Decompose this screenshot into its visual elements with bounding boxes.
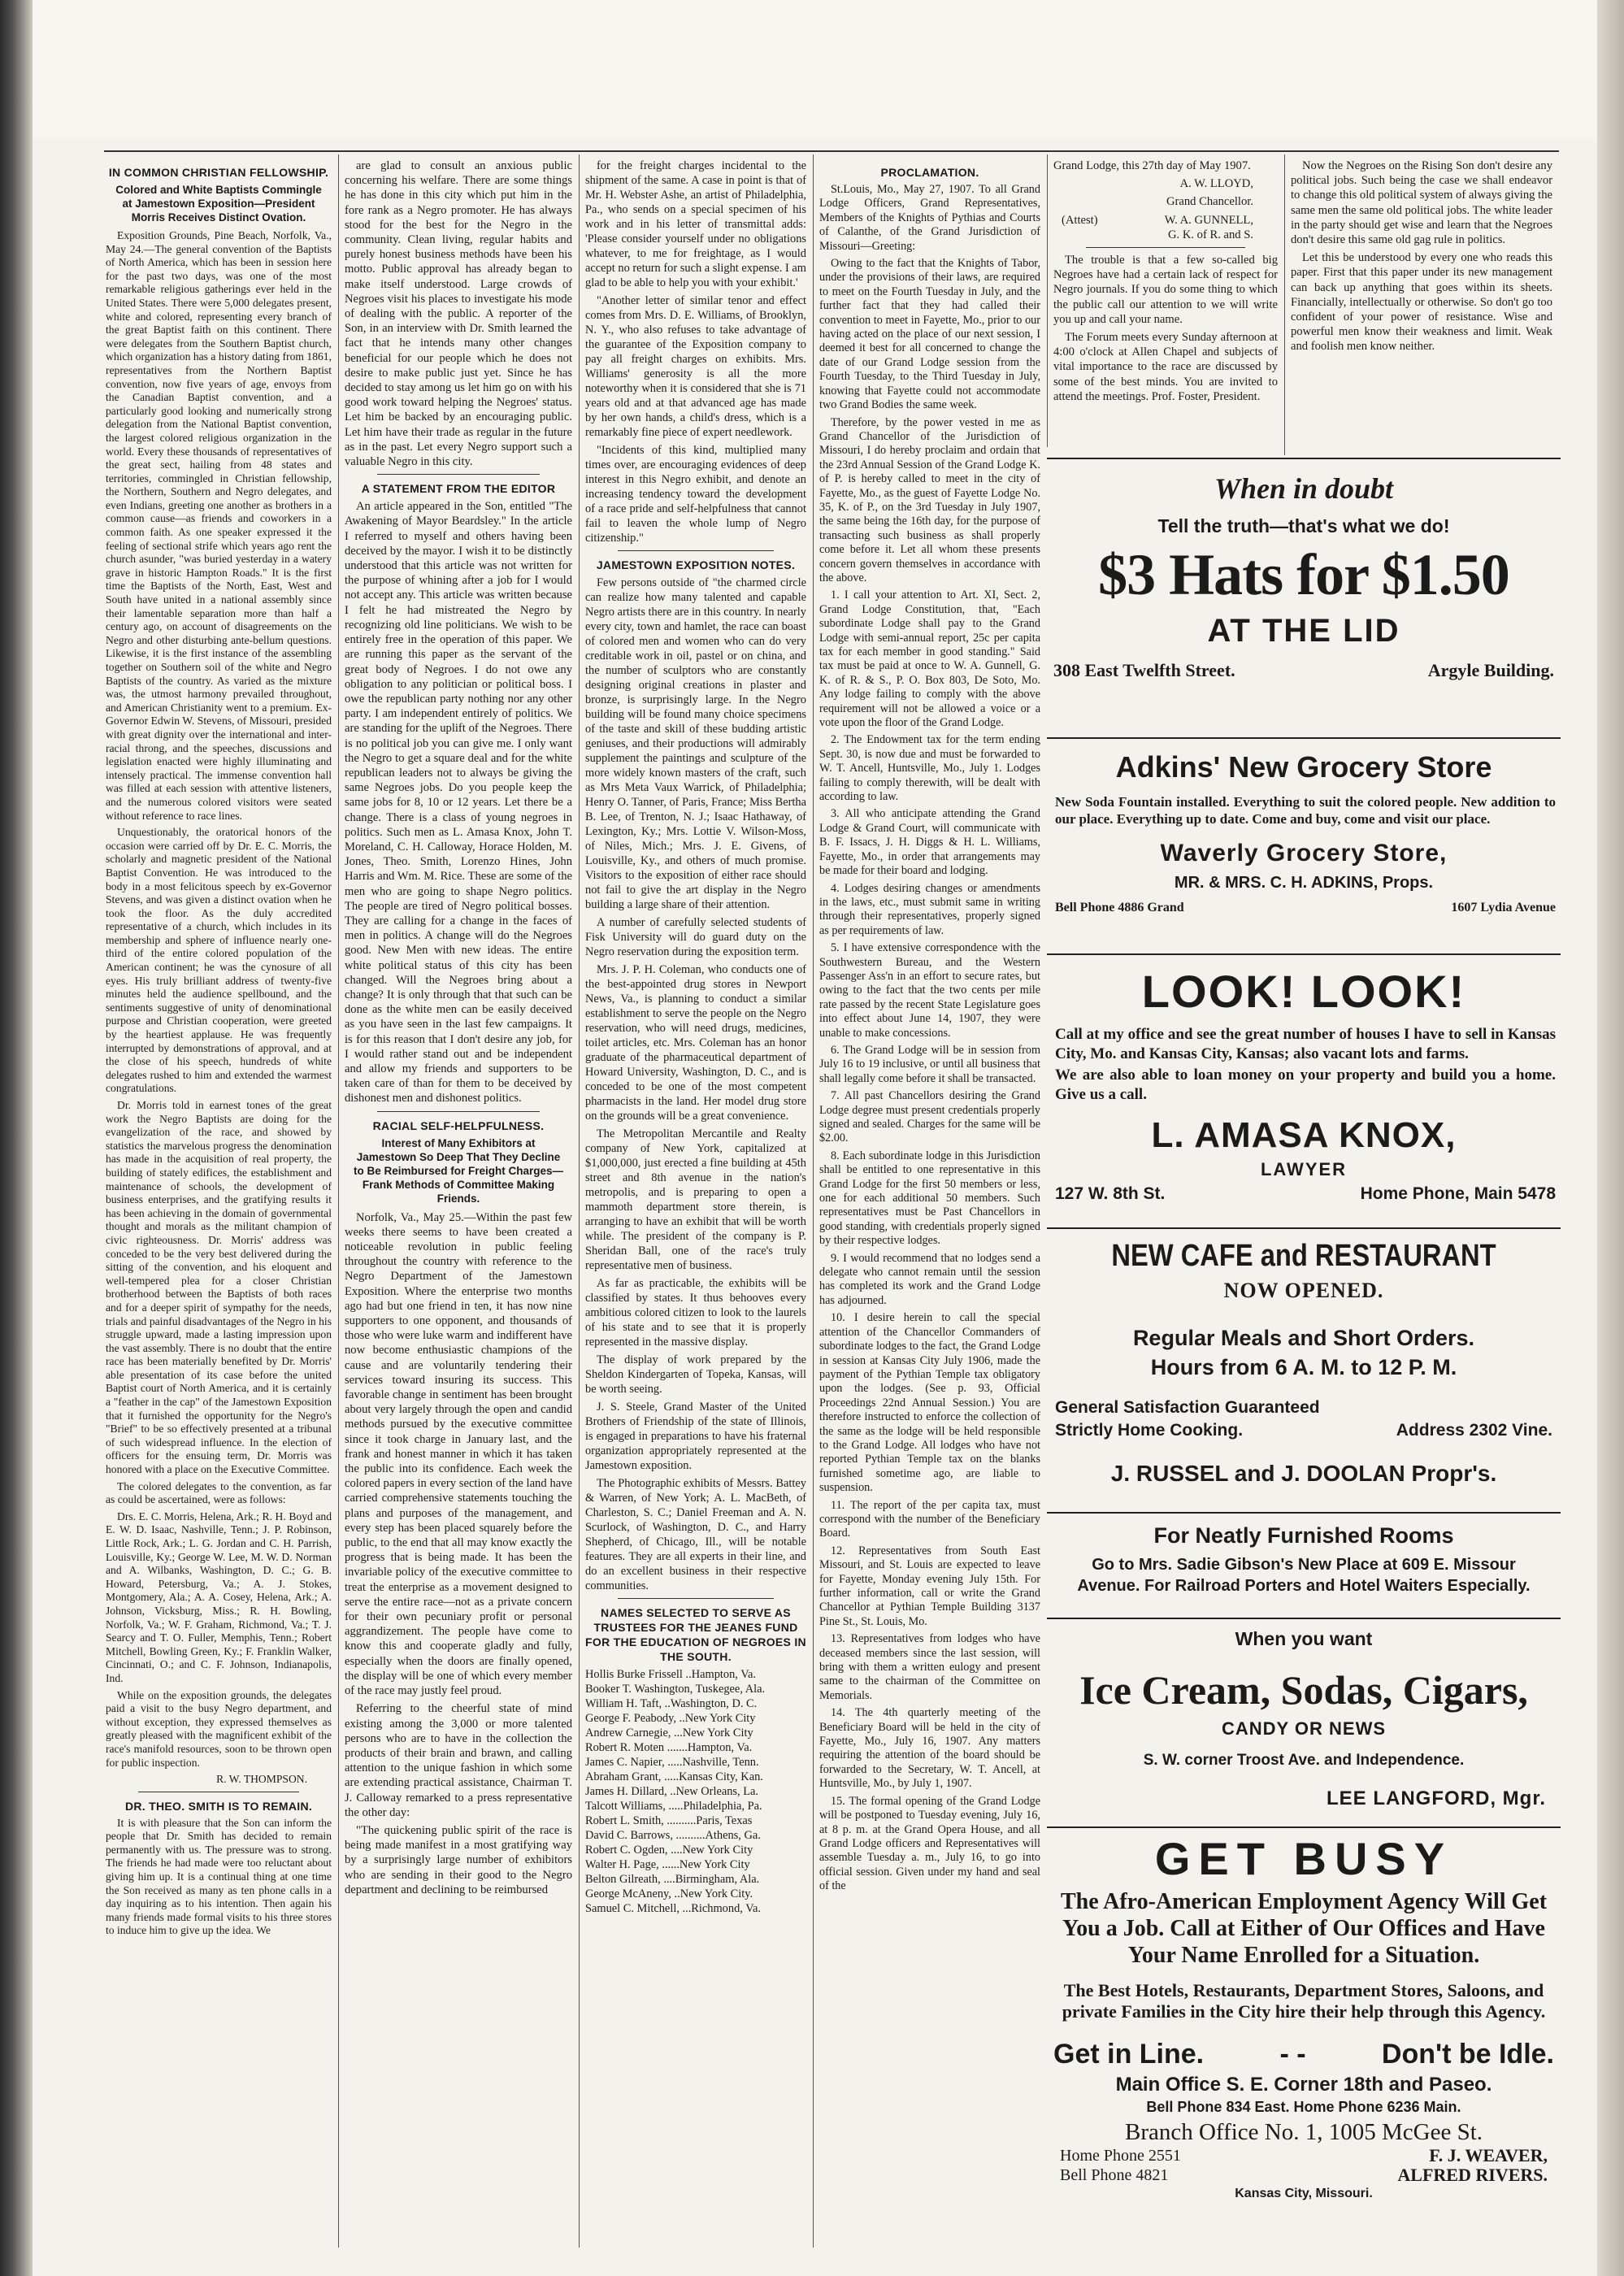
article-paragraph: As far as practicable, the exhibits will be classified by states. It thus behooves every ambitious colored citizen to look to the laurels of his state and to see that it is properly represented in the massive display. bbox=[585, 1277, 806, 1349]
article-paragraph: Let this be understood by every one who reads this paper. First that this paper under its new management can back up anything that goes within its sheets. Financially, intellectually or otherwise. So don't go too confident of your power of resistance. Wise and powerful men know their weakness and limit. Weak and foolish men know neither. bbox=[1291, 251, 1552, 354]
ad-phone: Home Phone 2551 bbox=[1060, 2147, 1181, 2165]
headline-editor-statement: A STATEMENT FROM THE EDITOR bbox=[361, 482, 556, 496]
signature-lloyd: A. W. LLOYD, bbox=[1179, 177, 1253, 191]
article-paragraph: Exposition Grounds, Pine Beach, Norfolk, Va., May 24.—The general convention of the Baptists of North America, which has been in session here for the past two days, was one of the most remarkable religious gatherings ever held in the United States. There were 5,000 delegates present, white and colored, representing every branch of the great Baptist faith on this continent. There were delegates from the Southern Baptist church, which organization has a history dating from 1861, representatives from the Northern Baptist convention, now five years of age, envoys from the Canadian Baptist convention, and a particularly good looking and numerically strong delegation from the National Baptist convention, the largest colored religious organization in the world. Every these thousands of representatives of the great sect, hailing from 48 states and territories, commingled in Christian fellowship, the Northern, Southern and Negro delegates, and even Indians, greeting one another as brothers in a common cause—as friends and coworkers in a common faith. As one speaker expressed it the feeling of sectional strife which years ago rent the church asunder, "was buried yesterday in a watery grave in historic Hampton Roads." It is the first time the Baptists of the North, East, West and South have united in a national assembly since their lamentable separation more than half a century ago, on account of disagreements on the Negro and other disturbing ante-bellum questions. Likewise, it is the first instance of the assembling together on Southern soil of the white and Negro Baptists of the country. As varied as the mixture was, the utmost harmony prevailed throughout, and American Christianity went to a premium. Ex-Governor Edwin W. Stevens, of Missouri, presided with great dignity over the international and inter-racial throng, and the speeches, discussions and legislation enacted were highly illuminating and intensely practical. The immense convention hall was filled at each session with attentive listeners, and the numerous colored visitors were seated without reference to race lines. bbox=[106, 229, 332, 822]
article-paragraph: Drs. E. C. Morris, Helena, Ark.; R. H. Boyd and E. W. D. Isaac, Nashville, Tenn.; J. P. Robinson, Little Rock, Ark.; L. G. Jordan and C. H. Parrish, Louisville, Ky.; George W. Lee, M. W. D. Norman and A. Wilbanks, Washington, D. C.; G. B. Howard, Petersburg, Va.; A. J. Stokes, Montgomery, Ala.; A. A. Cosey, Helena, Ark.; A. Johnson, Vicksburg, Miss.; R. H. Bowling, Norfolk, Va.; W. F. Graham, Richmond, Va.; T. J. Searcy and T. O. Fuller, Memphis, Tenn.; Robert Mitchell, Bowling Green, Ky.; F. Franklin Walker, Cincinnati, O.; and C. F. Johnson, Indianapolis, Ind. bbox=[106, 1509, 332, 1684]
list-item: Walter H. Page, ......New York City bbox=[585, 1858, 750, 1871]
ad-cafe bbox=[1047, 1236, 1561, 1489]
headline-christian-fellowship: IN COMMON CHRISTIAN FELLOWSHIP. bbox=[108, 166, 329, 179]
ad-phone: Home Phone, Main 5478 bbox=[1360, 1184, 1556, 1203]
ad-body: The Best Hotels, Restaurants, Department Stores, Saloons, and private Families in the City hire their help through this Agency. bbox=[1062, 1980, 1546, 2022]
ad-subheadline: NOW OPENED. bbox=[1223, 1279, 1384, 1302]
ad-callout: Don't be Idle. bbox=[1381, 2039, 1554, 2070]
article-paragraph: 2. The Endowment tax for the term ending Sept. 30, is now due and must be forwarded to W. T. Ancell, Huntsville, Mo., July 1. Lodges failing to comply therewith, will be dealt with according to law. bbox=[819, 733, 1040, 804]
ad-meals: Regular Meals and Short Orders. bbox=[1132, 1326, 1475, 1350]
list-item: Robert C. Ogden, ....New York City bbox=[585, 1844, 753, 1857]
article-paragraph: 1. I call your attention to Art. XI, Sect. 2, Grand Lodge Constitution, that, "Each subordinate Lodge shall pay to the Grand Lodge with semi-annual report, 25c per capita tax for each member in good standing." Said tax must be paid at once to W. A. Gunnell, G. K. of R. & S., P. O. Box 803, De Soto, Mo. Any lodge failing to comply with the above requirement will not be allowed a voice or a vote upon the floor of the Grand Lodge. bbox=[819, 589, 1040, 730]
ad-divider bbox=[1047, 1512, 1561, 1514]
list-item: George McAneny, ..New York City. bbox=[585, 1887, 753, 1900]
proclamation-closing: Grand Lodge, this 27th day of May 1907. bbox=[1053, 159, 1251, 172]
ad-address: 1607 Lydia Avenue bbox=[1451, 901, 1556, 914]
ad-main-office: Main Office S. E. Corner 18th and Paseo. bbox=[1115, 2074, 1492, 2096]
ad-rooms bbox=[1047, 1520, 1561, 1596]
article-paragraph: Therefore, by the power vested in me as Grand Chancellor of the Jurisdiction of Missouri, I do hereby proclaim and ordain that the 23rd Annual Session of the Grand Lodge K. of P. is hereby called to meet in the city of Fayette, Mo., as the guest of Fayette Lodge No. 35, K. of P., on the 3rd Tuesday in July 1907, the same being the 16th day, for the purpose of transacting such business as shall properly come before it. Let all whom these presents concern govern themselves in accordance with the above. bbox=[819, 415, 1040, 584]
article-paragraph: Referring to the cheerful state of mind existing among the 3,000 or more talented persons who are to have in the collection the products of their brain and brawn, and calling attention to the unique fashion in which some are extending practical assistance, Chairman T. J. Calloway remarked to a press representative the other day: bbox=[345, 1702, 572, 1819]
article-paragraph: 15. The formal opening of the Grand Lodge will be postponed to Tuesday evening, July 16, at 8 p. m. at the Grand Opera House, and all Grand Lodge officers and Representatives will assemble Tuesday a. m., July 16, to go into official session. Given under my hand and seal of the bbox=[819, 1794, 1040, 1893]
list-item: James C. Napier, .....Nashville, Tenn. bbox=[585, 1756, 759, 1769]
ad-body: The Afro-American Employment Agency Will Get You a Job. Call at Either of Our Offices and Have Your Name Enrolled for a Situation. bbox=[1060, 1889, 1548, 1968]
article-paragraph: 4. Lodges desiring changes or amendments in the laws, etc., must submit same in writing through their representatives, properly signed as per requirements of law. bbox=[819, 881, 1040, 937]
page-top-margin bbox=[33, 0, 1597, 138]
article-paragraph: Unquestionably, the oratorical honors of the occasion were carried off by Dr. E. C. Morris, the scholarly and magnetic president of the National Baptist Convention. He was introduced to the body in a most felicitous speech by ex-Governor Stevens, and was given a distinct ovation when he took the floor. As the duly accredited representative of a church, which includes in its membership and sphere of influence nearly one-third of the entire colored population of the American continent; he was the cynosure of all eyes. His truly brilliant address of twenty-five minutes held the audience spellbound, and the sentiments suggestive of unity of denominational purpose and Christian cooperation, were greeted by the heartiest applause. He was frequently interrupted by demonstrations of approval, and at the close of his speech, hundreds of white delegates rushed to him and extended the warmest congratulations. bbox=[106, 826, 332, 1095]
article-divider bbox=[377, 474, 540, 475]
article-paragraph: 3. All who anticipate attending the Grand Lodge & Grand Court, will communicate with B. F. Issacs, J. H. Diggs & H. L. Williams, Fayette, Mo., in order that arrangements may be made for their board and lodging. bbox=[819, 807, 1040, 878]
article-paragraph: "The quickening public spirit of the race is being made manifest in a most gratifying way by a surprisingly large number of exhibitors who are sending in their good to the Negro department and declining to be reimbursed bbox=[345, 1823, 572, 1896]
ad-address: 308 East Twelfth Street. bbox=[1053, 660, 1235, 680]
article-paragraph: The trouble is that a few so-called big Negroes have had a certain lack of respect for Negro journals. If you do some thing to which the public call our attention to we will write you up and call your name. bbox=[1053, 254, 1278, 326]
list-item: Talcott Williams, .....Philadelphia, Pa. bbox=[585, 1800, 762, 1813]
column-1 bbox=[106, 159, 332, 2256]
ad-hours: Hours from 6 A. M. to 12 P. M. bbox=[1150, 1355, 1457, 1379]
ad-knox bbox=[1047, 963, 1561, 1207]
list-item: Samuel C. Mitchell, ...Richmond, Va. bbox=[585, 1902, 761, 1915]
column-2 bbox=[345, 159, 572, 2256]
ad-callout-separator: - - bbox=[1279, 2039, 1306, 2070]
ad-headline: $3 Hats for $1.50 bbox=[1098, 542, 1509, 607]
list-item: Booker T. Washington, Tuskegee, Ala. bbox=[585, 1683, 766, 1696]
ad-callout: Get in Line. bbox=[1053, 2039, 1205, 2070]
ad-city: Kansas City, Missouri. bbox=[1235, 2187, 1373, 2200]
page-binding-shadow bbox=[0, 0, 33, 2276]
signature-gunnell: W. A. GUNNELL, bbox=[1164, 213, 1253, 227]
ad-icecream bbox=[1047, 1626, 1561, 1813]
column-rule bbox=[813, 154, 814, 2248]
subhead-christian-fellowship: Colored and White Baptists Commingle at Jamestown Exposition—President Morris Receives Distinct Ovation. bbox=[115, 184, 322, 224]
ad-address: Address 2302 Vine. bbox=[1396, 1421, 1552, 1440]
ad-divider bbox=[1047, 737, 1561, 739]
article-divider bbox=[618, 1598, 774, 1599]
article-paragraph: 13. Representatives from lodges who have deceased members since the last session, will bring with them a written eulogy and present same to the chairman of the Committee on Memorials. bbox=[819, 1632, 1040, 1702]
ad-owners: MR. & MRS. C. H. ADKINS, Props. bbox=[1174, 874, 1434, 892]
column-3 bbox=[585, 159, 806, 2256]
list-item: Abraham Grant, .....Kansas City, Kan. bbox=[585, 1770, 763, 1783]
list-item: Robert R. Moten .......Hampton, Va. bbox=[585, 1741, 753, 1754]
list-item: Andrew Carnegie, ...New York City bbox=[585, 1727, 753, 1740]
ad-name: L. AMASA KNOX, bbox=[1151, 1115, 1457, 1155]
attest-label: (Attest) bbox=[1062, 213, 1098, 227]
ad-body: Call at my office and see the great number of houses I have to sell in Kansas City, Mo. and Kansas City, Kansas; also vacant lots and farms. bbox=[1055, 1026, 1556, 1062]
ad-divider bbox=[1047, 1618, 1561, 1619]
article-paragraph: The Metropolitan Mercantile and Realty company of New York, capitalized at $1,000,000, just erected a fine building at 45th street and 8th avenue in the nation's metropolis, and is preparing to open a mammoth department store therein, is arranging to have an exhibit that will be worth while. The president of the company is P. Sheridan Ball, one of the race's truly representative men of business. bbox=[585, 1127, 806, 1272]
article-paragraph: Owing to the fact that the Knights of Tabor, under the provisions of their laws, are required to meet on the Fourth Tuesday in July, and the further fact that they had called their convention to meet in Fayette, Mo., prior to our having acted on the place of our next session, I deemed it best for all concerned to change the date of our Grand Lodge session from the Fourth Tuesday, to the Third Tuesday in July, knowing that Fayette could not accommodate two Grand Bodies the same week. bbox=[819, 257, 1040, 412]
ad-subheadline: AT THE LID bbox=[1207, 613, 1400, 649]
article-paragraph: 8. Each subordinate lodge in this Jurisdiction shall be entitled to one representative in this Grand Lodge for the first 50 members or less, one for each additional 50 members. Such representatives must be Past Chancellors in good standing, with credentials properly signed by their respective lodges. bbox=[819, 1149, 1040, 1248]
ad-body: New Soda Fountain installed. Everything to suit the colored people. New addition to our place. Everything up to date. Come and buy, come and visit our place. bbox=[1055, 794, 1556, 827]
ad-subheadline: CANDY OR NEWS bbox=[1221, 1718, 1387, 1739]
ad-hats bbox=[1047, 471, 1561, 684]
list-item: Belton Gilreath, ....Birmingham, Ala. bbox=[585, 1873, 760, 1886]
article-paragraph: for the freight charges incidental to the shipment of the same. A case in point is that of Mr. H. Webster Ashe, an artist of Philadelphia, Pa., who sends on a special specimen of his work and in his letter of transmittal adds: 'Please consider yourself under no obligations whatever, to me for freightage, as I would accept no return for such a slight expense. I am glad to be able to help you with your exhibit.' bbox=[585, 159, 806, 289]
article-paragraph: A number of carefully selected students of Fisk University will do guard duty on the Negro reservation during the exposition term. bbox=[585, 916, 806, 958]
ad-divider bbox=[1047, 458, 1561, 459]
ad-divider bbox=[1047, 953, 1561, 955]
article-paragraph: The Photographic exhibits of Messrs. Battey & Warren, of New York; A. L. MacBeth, of Charleston, S. C.; Daniel Freeman and A. N. Scurlock, of Washington, D. C., and Harry Shepherd, of Chicago, Ill., will be notable features. They are all experts in their line, and do an excellent business in their respective communities. bbox=[585, 1477, 806, 1592]
ad-title: LAWYER bbox=[1260, 1159, 1348, 1179]
column-rule bbox=[579, 154, 580, 2248]
ad-divider bbox=[1047, 1826, 1561, 1828]
article-paragraph: "Another letter of similar tenor and effect comes from Mrs. D. E. Williams, of Brooklyn, N. Y., who also refuses to take advantage of the guarantee of the Exposition company to pay all freight charges on exhibits. Mrs. Williams' generosity is all the more noteworthy when it is considered that she is 71 years old and at that advanced age has made by her own hands, a child's dress, which is a remarkably fine piece of expert needlework. bbox=[585, 294, 806, 439]
article-paragraph: 11. The report of the per capita tax, must correspond with the number of the Beneficiary Board. bbox=[819, 1498, 1040, 1540]
article-paragraph: Mrs. J. P. H. Coleman, who conducts one of the best-appointed drug stores in Newport News, Va., is planning to conduct a similar establishment to serve the people on the Negro reservation, who will need drugs, medicines, toilet articles, etc. Mrs. Coleman has an honor graduate of the pharmaceutical department of Howard University, Washington, D. C., and is conceded to be one of the most competent pharmacists in the land. Her model drug store on the grounds will be a great convenience. bbox=[585, 963, 806, 1123]
list-item: David C. Barrows, ..........Athens, Ga. bbox=[585, 1829, 761, 1842]
article-paragraph: "Incidents of this kind, multiplied many times over, are encouraging evidences of deep interest in this Negro exhibit, and denote an increasing tendency toward the development of a race pride and self-helpfulness that cannot fail to leaven the whole lump of Negro citizenship." bbox=[585, 444, 806, 545]
ad-building: Argyle Building. bbox=[1427, 660, 1554, 680]
signature-gunnell-title: G. K. of R. and S. bbox=[1168, 228, 1253, 241]
article-paragraph: Now the Negroes on the Rising Son don't desire any political jobs. Such being the case we shall endeavor to change this old political system of always giving the same men the same old political jobs. The white leader in the party should get wise and learn that the Negroes don't desire this same old gag rule in politics. bbox=[1291, 159, 1552, 247]
ad-cooking: Strictly Home Cooking. bbox=[1055, 1421, 1244, 1440]
ad-proprietors: J. RUSSEL and J. DOOLAN Propr's. bbox=[1110, 1461, 1497, 1486]
ad-manager: LEE LANGFORD, Mgr. bbox=[1327, 1787, 1546, 1809]
ad-name: ALFRED RIVERS. bbox=[1397, 2165, 1548, 2185]
ad-address: 127 W. 8th St. bbox=[1055, 1184, 1166, 1203]
article-paragraph: St.Louis, Mo., May 27, 1907. To all Grand Lodge Officers, Grand Representatives, Members of the Knights of Pythias and Courts of Calanthe, of the Grand Jurisdiction of Missouri—Greeting: bbox=[819, 183, 1040, 253]
article-paragraph: Dr. Morris told in earnest tones of the great work the Negro Baptists are doing for the evangelization of the race, and showed by statistics the marvelous progress the denomination has made in the acquisition of real property, the building of stately edifices, the establishment and maintenance of schools, the development of business enterprises, and the gratifying results it has been achieving in the domain of governmental thought and morals as the militant champion of civic righteousness. Dr. Morris' address was conceded to be the very best delivered during the sitting of the convention, and his eloquent and well-tempered plea for a closer Christian brotherhood between the Baptists of both races and for a deeper spirit of sympathy for the needs, trials and painful disadvantages of the Negro in his struggle upward, made a lasting impression upon the vast assembly. There is no doubt that the entire race has been materially benefited by Dr. Morris' able presentation of its case before the united Baptist court of North America, and it is certainly a "feather in the cap" of the Jamestown Exposition that it furnished the opportunity for the Negro's "Brief" to be so effectively presented at a tribunal of such widespread influence. In the election of officers for the ensuing term, Dr. Morris was honored with a place on the Executive Committee. bbox=[106, 1099, 332, 1476]
headline-exposition-notes: JAMESTOWN EXPOSITION NOTES. bbox=[596, 558, 796, 571]
advertisement-column bbox=[1047, 159, 1561, 2252]
article-paragraph: 6. The Grand Lodge will be in session from July 16 to 19 inclusive, or until all business that shall legally come before it shall be transacted. bbox=[819, 1043, 1040, 1085]
ad-divider bbox=[1047, 1227, 1561, 1229]
article-paragraph: are glad to consult an anxious public concerning his welfare. There are some things he has done in this city which put him in the fore rank as a Negro promoter. He has always stood for the best for the Negro in the community. Clean living, regular habits and purely honest business methods have been his motto. Public approval has already began to make itself understood. Large crowds of Negroes visit his places to investigate his mode of dealing with the public. A reporter of the Son, in an interview with Dr. Smith learned the fact that he intends many other changes beneficial for our people which he does not desire to make public just yet. Since he has decided to stay among us let him go on with his good work toward helping the Negroes' status. Let him be backed by an encouraging public. Let him have their trade as regular in the future as in the past. Let every Negro support such a valuable Negro in this city. bbox=[345, 159, 572, 469]
list-item: Robert L. Smith, ..........Paris, Texas bbox=[585, 1814, 753, 1827]
article-paragraph: It is with pleasure that the Son can inform the people that Dr. Smith has decided to remain permanently with us. The pressure was to strong. The friends he had made were too reluctant about giving him up. It is a continual thing at one time the Son received as many as ten phone calls in a day inquiring as to his intention. Then again his many friends made formal visits to his three stores to induce him to give up the idea. We bbox=[106, 1816, 332, 1937]
ad-headline: Ice Cream, Sodas, Cigars, bbox=[1079, 1667, 1528, 1713]
list-item: George F. Peabody, ..New York City bbox=[585, 1712, 756, 1725]
ad-phones: Bell Phone 834 East. Home Phone 6236 Main. bbox=[1146, 2099, 1461, 2115]
ad-headline: Adkins' New Grocery Store bbox=[1115, 750, 1492, 784]
article-paragraph: 5. I have extensive correspondence with the Southwestern Bureau, and the Western Passenger Ass'n in an effort to secure rates, but owing to the fact that the two cents per mile rate passed by the recent State Legislature goes into effect about June 14, 1907, they were unable to make concessions. bbox=[819, 941, 1040, 1040]
article-paragraph: J. S. Steele, Grand Master of the United Brothers of Friendship of the state of Illinois, is engaged in preparations to have his fraternal organization appropriately represented at the Jamestown exposition. bbox=[585, 1401, 806, 1472]
ad-kicker: When you want bbox=[1235, 1628, 1373, 1649]
article-paragraph: 7. All past Chancellors desiring the Grand Lodge degree must present credentials properly signed and sealed. Charges for the same will be $2.00. bbox=[819, 1089, 1040, 1145]
page-right-edge bbox=[1597, 0, 1624, 2276]
article-paragraph: 9. I would recommend that no lodges send a delegate who cannot remain until the session has completed its work and the Grand Lodge has adjourned. bbox=[819, 1251, 1040, 1307]
masthead-rule bbox=[104, 150, 1559, 152]
list-item: James H. Dillard, ..New Orleans, La. bbox=[585, 1785, 758, 1798]
article-paragraph: An article appeared in the Son, entitled "The Awakening of Mayor Beardsley." In the article I referred to myself and others having been deceived by the mayor. I wish it to be distinctly understood that this article was not written for the purpose of whining after a job for I would not accept any. This article was written because I felt he had mistreated the Negro by recognizing old line politicians. We wish to be entirely free in the operation of this paper. We are running this paper as the servant of the great body of Negroes. I do not owe any obligation to any politician or political boss. I owe the republican party nothing nor any other party. I am independent entirely of politics. We are standing for the uplift of the Negroes. There is no political job you can give me. I only want the Negro to get a square deal and for the white republican leaders not to always be giving the same Negroes jobs. Do you people keep the same jobs for 8, 10 or 12 years. Let there be a change. There is a class of young negroes in politics. Such men as L. Amasa Knox, John T. Moreland, C. H. Calloway, Horace Holden, M. Jones, Theo. Smith, Lorenzo Hines, John Harris and Wm. M. Rice. These are some of the men who are going to shape Negro politics. The people are tired of Negro political bosses. They are calling for a change in the faces of men in politics. A change will do the Negroes good. New Men with new ideas. The entire white political status of this city has been changed. Will the Negroes bring about a change? It is only through that that such can be done as the white men can be easily deceived as you have seen in the last few campaigns. It is for this reason that I don't desire any job, for I would rather stand out and be independent and allow my friends and supporters to be taken care of than for them to be deceived by dishonest men and dishonest politics. bbox=[345, 500, 572, 1105]
ad-body: We are also able to loan money on your property and build you a home. Give us a call. bbox=[1055, 1066, 1556, 1103]
ad-headline: LOOK! LOOK! bbox=[1141, 966, 1466, 1017]
subhead-racial-self-helpfulness: Interest of Many Exhibitors at Jamestown So Deep That They Decline to Be Reimbursed for Freight Charges—Frank Methods of Committee Making Friends. bbox=[353, 1136, 564, 1205]
ad-grocery bbox=[1047, 748, 1561, 919]
headline-jeanes-fund: NAMES SELECTED TO SERVE AS TRUSTEES FOR THE JEANES FUND FOR THE EDUCATION OF NEGROES IN THE SOUTH. bbox=[585, 1606, 806, 1663]
article-divider bbox=[377, 1111, 540, 1112]
article-paragraph: 10. I desire herein to call the special attention of the Chancellor Commanders of subordinate lodges to the fact, the Grand Lodge in session at Kansas City July 1906, made the payment of the Pythian Temple tax obligatory upon the lodges. (See p. 93, Official Proceedings 22nd Annual Session.) You are therefore instructed to enforce the collection of the same as the lodge will be held responsible to the Grand Lodge. All lodges who have not reported Pythian Temple tax on the blanks furnished sometime ago, are liable to suspension. bbox=[819, 1311, 1040, 1495]
ad-tagline: Tell the truth—that's what we do! bbox=[1157, 515, 1450, 536]
article-paragraph: 12. Representatives from South East Missouri, and St. Louis are expected to leave for Fayette, Monday evening July 15th. For further information, call or write the Grand Chancellor at Pythian Temple Building 3137 Pine St., St. Louis, Mo. bbox=[819, 1544, 1040, 1628]
ad-body: Go to Mrs. Sadie Gibson's New Place at 609 E. Missour Avenue. For Railroad Porters and Hotel Waiters Especially. bbox=[1077, 1556, 1531, 1595]
article-paragraph: 14. The 4th quarterly meeting of the Beneficiary Board will be held in the city of Fayette, Mo., July 16, 1907. Any matters requiring the attention of the board should be forwarded to the Secretary, W. T. Ancell, at Huntsville, Mo., by July 1, 1907. bbox=[819, 1706, 1040, 1791]
headline-proclamation: PROCLAMATION. bbox=[880, 166, 979, 179]
ad-phone: Bell Phone 4886 Grand bbox=[1055, 901, 1184, 914]
ad-guarantee: General Satisfaction Guaranteed bbox=[1055, 1398, 1320, 1417]
article-paragraph: The Forum meets every Sunday afternoon at 4:00 o'clock at Allen Chapel and subjects of vital importance to the race are discussed by some of the best minds. You are invited to attend the meetings. Prof. Foster, President. bbox=[1053, 331, 1278, 403]
ad-name: F. J. WEAVER, bbox=[1429, 2145, 1548, 2165]
ad-headline: For Neatly Furnished Rooms bbox=[1153, 1523, 1454, 1548]
ad-address: S. W. corner Troost Ave. and Independence. bbox=[1143, 1752, 1465, 1769]
list-item: William H. Taft, ..Washington, D. C. bbox=[585, 1697, 758, 1710]
article-paragraph: The colored delegates to the convention, as far as could be ascertained, were as follows: bbox=[106, 1479, 332, 1506]
article-paragraph: Few persons outside of "the charmed circle can realize how many talented and capable Negro artists there are in this country. In nearly every city, town and hamlet, the race can boast of colored men and women who can do very creditable work in oil, pastel or on china, and the number of sculptors who are constantly designing original creations in plaster and bronze, is surprisingly large. In the Negro building will be found many choice specimens of the taste and skill of these budding artistic geniuses, and their productions will admirably supplement the paintings and sculpture of the more widely known masters of the craft, such as Mrs Meta Vaux Warrick, of Philadelphia; Henry O. Tanner, of Paris, France; Miss Bertha B. Lee, of Trenton, N. J.; Isaac Hathaway, of Lexington, Ky.; Mrs. Lottie V. Wilson-Moss, of Niles, Mich.; Mrs. J. E. Givens, of Louisville, Ky., and others of much promise. Visitors to the exposition of either race should not fail to give the art display in the Negro building a large share of their attention. bbox=[585, 576, 806, 911]
ad-kicker: When in doubt bbox=[1214, 472, 1394, 505]
signature-lloyd-title: Grand Chancellor. bbox=[1166, 195, 1253, 209]
headline-theo-smith: DR. THEO. SMITH IS TO REMAIN. bbox=[124, 1799, 313, 1813]
article-divider bbox=[618, 550, 774, 551]
headline-racial-self-helpfulness: RACIAL SELF-HELPFULNESS. bbox=[372, 1118, 545, 1132]
ad-phone: Bell Phone 4821 bbox=[1060, 2166, 1169, 2184]
ad-headline: GET BUSY bbox=[1154, 1833, 1453, 1884]
article-paragraph: While on the exposition grounds, the delegates paid a visit to the busy Negro department, and without exception, they expressed themselves as greatly pleased with the magnificent exhibit of the race's manifold resources, soon to be thrown open for public inspection. bbox=[106, 1688, 332, 1769]
trustee-list bbox=[585, 1667, 806, 1916]
ad-employment bbox=[1047, 1833, 1561, 2203]
list-item: Hollis Burke Frissell ..Hampton, Va. bbox=[585, 1668, 756, 1681]
ad-headline: NEW CAFE and RESTAURANT bbox=[1111, 1239, 1496, 1273]
ad-branch-office: Branch Office No. 1, 1005 McGee St. bbox=[1125, 2119, 1483, 2145]
article-paragraph: Norfolk, Va., May 25.—Within the past few weeks there seems to have been created a noticeable revolution in public feeling throughout the country with reference to the Negro Department of the Jamestown Exposition. Where the enterprise two months ago had but one friend in ten, it has now nine supporters to one opponent, and thousands of those who were luke warm and indifferent have now become enthusiastic champions of the cause and are voluntarily tendering their services toward insuring its success. This favorable change in sentiment has been brought about very largely through the open and candid methods pursued by the executive committee since it took charge in January last, and the frank and honest manner in which it has taken the public into its confidence. Each week the colored papers in every section of the land have carried comprehensive statements touching the plans and purposes of the management, and every step has been placed squarely before the public, to the end that all may know exactly the progress that is being made. It has been the invariable policy of the executive committee to treat the enterprise as a movement designed to serve the entire race—not as a private concern for their own pecuniary profit or personal aggrandizement. The people have come to know this and cooperate gladly and fully, especially when the doors are finally opened, the display will be one of which every member of the race may justly feel proud. bbox=[345, 1210, 572, 1698]
column-rule bbox=[338, 154, 339, 2248]
article-paragraph: The display of work prepared by the Sheldon Kindergarten of Topeka, Kansas, will be worth seeing. bbox=[585, 1353, 806, 1396]
ad-store-name: Waverly Grocery Store, bbox=[1160, 840, 1448, 867]
column-4 bbox=[819, 159, 1040, 2256]
article-signature: R. W. THOMPSON. bbox=[216, 1773, 307, 1786]
